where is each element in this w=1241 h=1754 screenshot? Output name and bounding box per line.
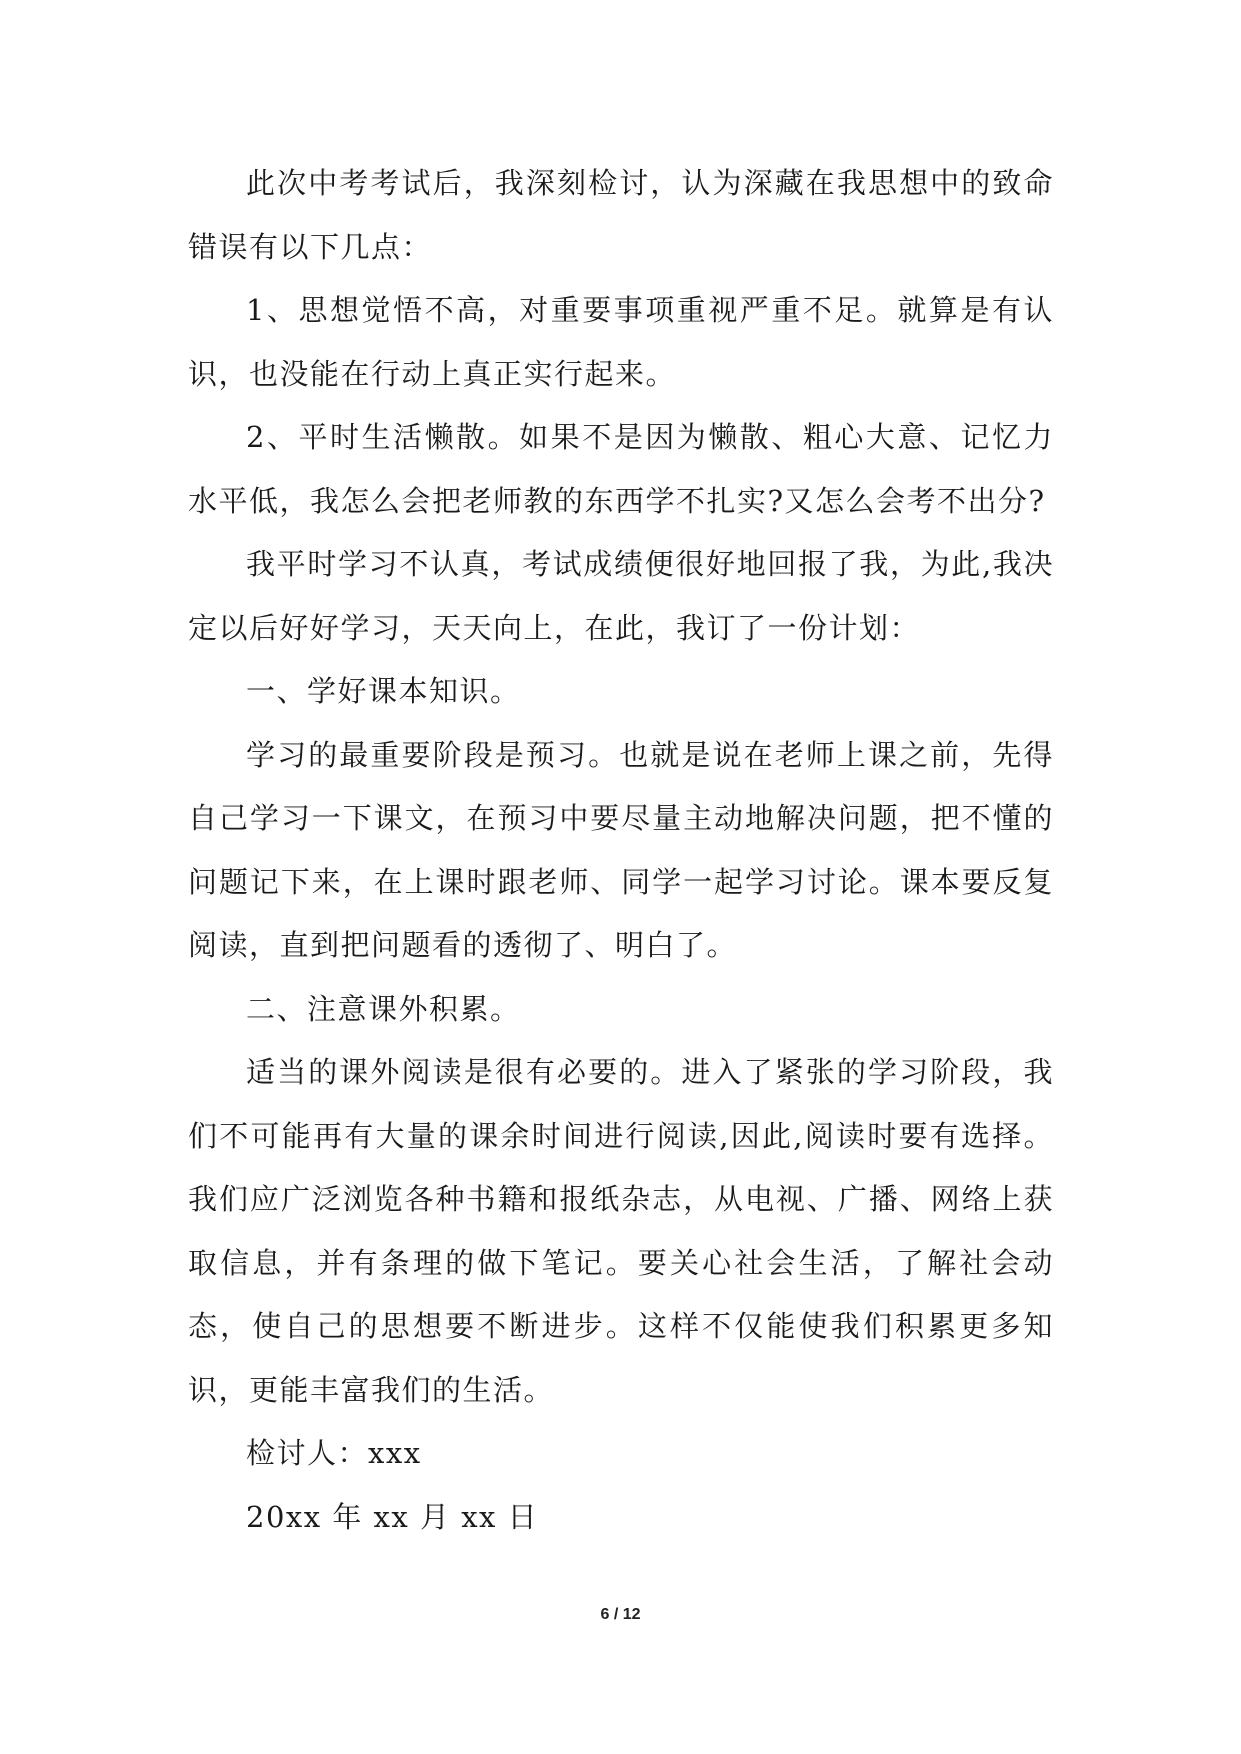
signature-line: 检讨人：xxx [246, 1436, 422, 1470]
section-heading-2: 二、注意课外积累。 [246, 991, 521, 1026]
document-body [188, 152, 1054, 1549]
paragraph-plan-intro: 我平时学习不认真，考试成绩便很好地回报了我，为此,我决定以后好好学习，天天向上，在此，我订了一份计划： [188, 547, 1054, 645]
paragraph-section-1: 学习的最重要阶段是预习。也就是说在老师上课之前，先得自己学习一下课文，在预习中要尽量主动地解决问题，把不懂的问题记下来，在上课时跟老师、同学一起学习讨论。课本要反复阅读，直到把问题看的透彻了、明白了。 [188, 737, 1054, 962]
paragraph-section-2: 适当的课外阅读是很有必要的。进入了紧张的学习阶段，我们不可能再有大量的课余时间进行阅读,因此,阅读时要有选择。我们应广泛浏览各种书籍和报纸杂志，从电视、广播、网络上获取信息，并有条理的做下笔记。要关心社会生活，了解社会动态，使自己的思想要不断进步。这样不仅能使我们积累更多知识，更能丰富我们的生活。 [188, 1055, 1054, 1407]
date-line: 20xx 年 xx 月 xx 日 [246, 1499, 539, 1534]
paragraph-point-1: 1、思想觉悟不高，对重要事项重视严重不足。就算是有认识，也没能在行动上真正实行起来。 [188, 293, 1054, 391]
paragraph-point-2: 2、平时生活懒散。如果不是因为懒散、粗心大意、记忆力水平低，我怎么会把老师教的东西学不扎实?又怎么会考不出分? [188, 420, 1054, 518]
section-heading-1: 一、学好课本知识。 [246, 674, 521, 708]
page-number: 6 / 12 [600, 1606, 641, 1623]
paragraph-intro: 此次中考考试后，我深刻检讨，认为深藏在我思想中的致命错误有以下几点： [188, 166, 1054, 264]
